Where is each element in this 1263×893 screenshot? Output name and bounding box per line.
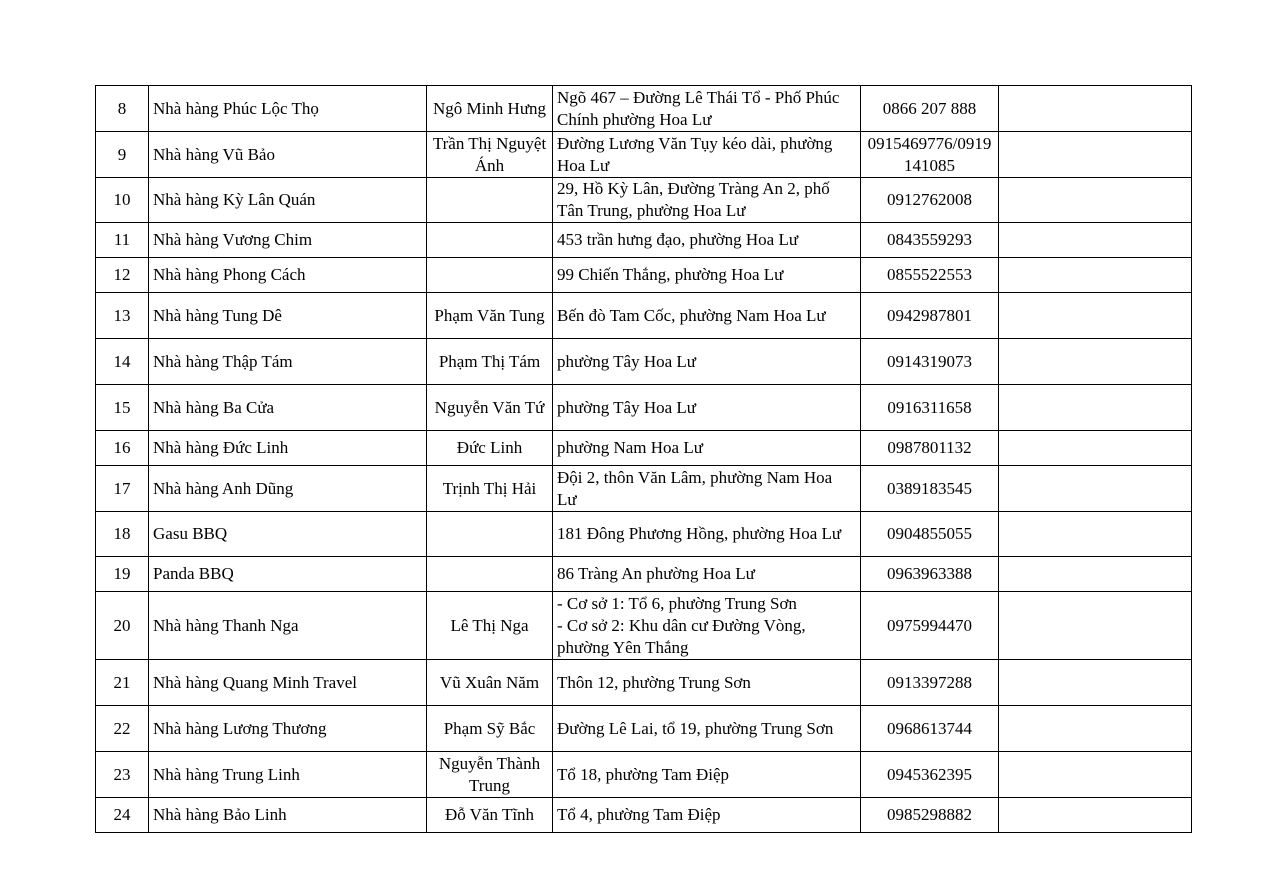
phone-number: 0915469776/0919141085 [861,132,999,178]
note-cell [999,466,1192,512]
phone-number: 0945362395 [861,752,999,798]
phone-number: 0843559293 [861,223,999,258]
phone-number: 0855522553 [861,258,999,293]
address [553,592,861,660]
address: Bến đò Tam Cốc, phường Nam Hoa Lư [553,293,861,339]
phone-number: 0916311658 [861,385,999,431]
owner-name: Đức Linh [427,431,553,466]
note-cell [999,706,1192,752]
phone-number: 0904855055 [861,512,999,557]
row-number: 19 [96,557,149,592]
restaurant-name: Nhà hàng Phong Cách [149,258,427,293]
restaurant-name: Nhà hàng Vương Chim [149,223,427,258]
restaurant-name: Nhà hàng Trung Linh [149,752,427,798]
address: 29, Hồ Kỳ Lân, Đường Tràng An 2, phố Tân Trung, phường Hoa Lư [553,178,861,223]
note-cell [999,752,1192,798]
address: phường Tây Hoa Lư [553,339,861,385]
address: 181 Đông Phương Hồng, phường Hoa Lư [553,512,861,557]
table-row [96,592,1192,660]
restaurant-name: Nhà hàng Thanh Nga [149,592,427,660]
phone-number: 0913397288 [861,660,999,706]
phone-number: 0912762008 [861,178,999,223]
address: Tổ 4, phường Tam Điệp [553,798,861,833]
note-cell [999,660,1192,706]
owner-name [427,512,553,557]
row-number: 8 [96,86,149,132]
owner-name: Nguyễn Thành Trung [427,752,553,798]
row-number: 12 [96,258,149,293]
table-row [96,706,1192,752]
table-row [96,223,1192,258]
row-number: 10 [96,178,149,223]
owner-name: Vũ Xuân Năm [427,660,553,706]
note-cell [999,293,1192,339]
owner-name: Phạm Thị Tám [427,339,553,385]
note-cell [999,798,1192,833]
note-cell [999,258,1192,293]
owner-name: Trần Thị Nguyệt Ánh [427,132,553,178]
owner-name [427,557,553,592]
restaurant-table [95,85,1192,833]
owner-name: Phạm Sỹ Bắc [427,706,553,752]
address: 86 Tràng An phường Hoa Lư [553,557,861,592]
row-number: 15 [96,385,149,431]
table-row [96,752,1192,798]
address-line: - Cơ sở 2: Khu dân cư Đường Vòng, phường Yên Thắng [557,615,806,657]
phone-number: 0963963388 [861,557,999,592]
note-cell [999,592,1192,660]
phone-number: 0987801132 [861,431,999,466]
owner-name: Đỗ Văn Tĩnh [427,798,553,833]
restaurant-name: Gasu BBQ [149,512,427,557]
restaurant-name: Nhà hàng Phúc Lộc Thọ [149,86,427,132]
note-cell [999,512,1192,557]
restaurant-name: Nhà hàng Anh Dũng [149,466,427,512]
phone-number: 0866 207 888 [861,86,999,132]
address: Đường Lương Văn Tụy kéo dài, phường Hoa Lư [553,132,861,178]
table-row [96,132,1192,178]
address: 99 Chiến Thắng, phường Hoa Lư [553,258,861,293]
row-number: 21 [96,660,149,706]
row-number: 14 [96,339,149,385]
phone-number: 0389183545 [861,466,999,512]
row-number: 17 [96,466,149,512]
restaurant-name: Panda BBQ [149,557,427,592]
table-row [96,512,1192,557]
row-number: 22 [96,706,149,752]
row-number: 24 [96,798,149,833]
owner-name [427,258,553,293]
note-cell [999,431,1192,466]
row-number: 23 [96,752,149,798]
note-cell [999,339,1192,385]
address: 453 trần hưng đạo, phường Hoa Lư [553,223,861,258]
table-row [96,557,1192,592]
owner-name: Trịnh Thị Hải [427,466,553,512]
restaurant-name: Nhà hàng Quang Minh Travel [149,660,427,706]
row-number: 9 [96,132,149,178]
note-cell [999,178,1192,223]
restaurant-name: Nhà hàng Vũ Bảo [149,132,427,178]
address: Ngõ 467 – Đường Lê Thái Tổ - Phố Phúc Chính phường Hoa Lư [553,86,861,132]
restaurant-name: Nhà hàng Tung Dê [149,293,427,339]
address: Thôn 12, phường Trung Sơn [553,660,861,706]
owner-name: Phạm Văn Tung [427,293,553,339]
row-number: 11 [96,223,149,258]
phone-number: 0968613744 [861,706,999,752]
table-row [96,339,1192,385]
table-row [96,385,1192,431]
owner-name [427,178,553,223]
address: Đội 2, thôn Văn Lâm, phường Nam Hoa Lư [553,466,861,512]
restaurant-name: Nhà hàng Ba Cửa [149,385,427,431]
owner-name: Ngô Minh Hưng [427,86,553,132]
address: Đường Lê Lai, tổ 19, phường Trung Sơn [553,706,861,752]
address: Tổ 18, phường Tam Điệp [553,752,861,798]
restaurant-name: Nhà hàng Thập Tám [149,339,427,385]
phone-number: 0985298882 [861,798,999,833]
note-cell [999,557,1192,592]
phone-number: 0914319073 [861,339,999,385]
address: phường Tây Hoa Lư [553,385,861,431]
address: phường Nam Hoa Lư [553,431,861,466]
note-cell [999,86,1192,132]
table-row [96,431,1192,466]
table-row [96,660,1192,706]
row-number: 16 [96,431,149,466]
owner-name: Lê Thị Nga [427,592,553,660]
owner-name: Nguyễn Văn Tứ [427,385,553,431]
row-number: 18 [96,512,149,557]
restaurant-name: Nhà hàng Lương Thương [149,706,427,752]
table-row [96,466,1192,512]
restaurant-name: Nhà hàng Đức Linh [149,431,427,466]
note-cell [999,132,1192,178]
note-cell [999,223,1192,258]
table-row [96,86,1192,132]
owner-name [427,223,553,258]
table-row [96,798,1192,833]
phone-number: 0975994470 [861,592,999,660]
table-row [96,258,1192,293]
address-line: - Cơ sở 1: Tổ 6, phường Trung Sơn [557,593,797,613]
table-row [96,178,1192,223]
table-row [96,293,1192,339]
row-number: 13 [96,293,149,339]
restaurant-name: Nhà hàng Kỳ Lân Quán [149,178,427,223]
restaurant-name: Nhà hàng Bảo Linh [149,798,427,833]
row-number: 20 [96,592,149,660]
phone-number: 0942987801 [861,293,999,339]
note-cell [999,385,1192,431]
